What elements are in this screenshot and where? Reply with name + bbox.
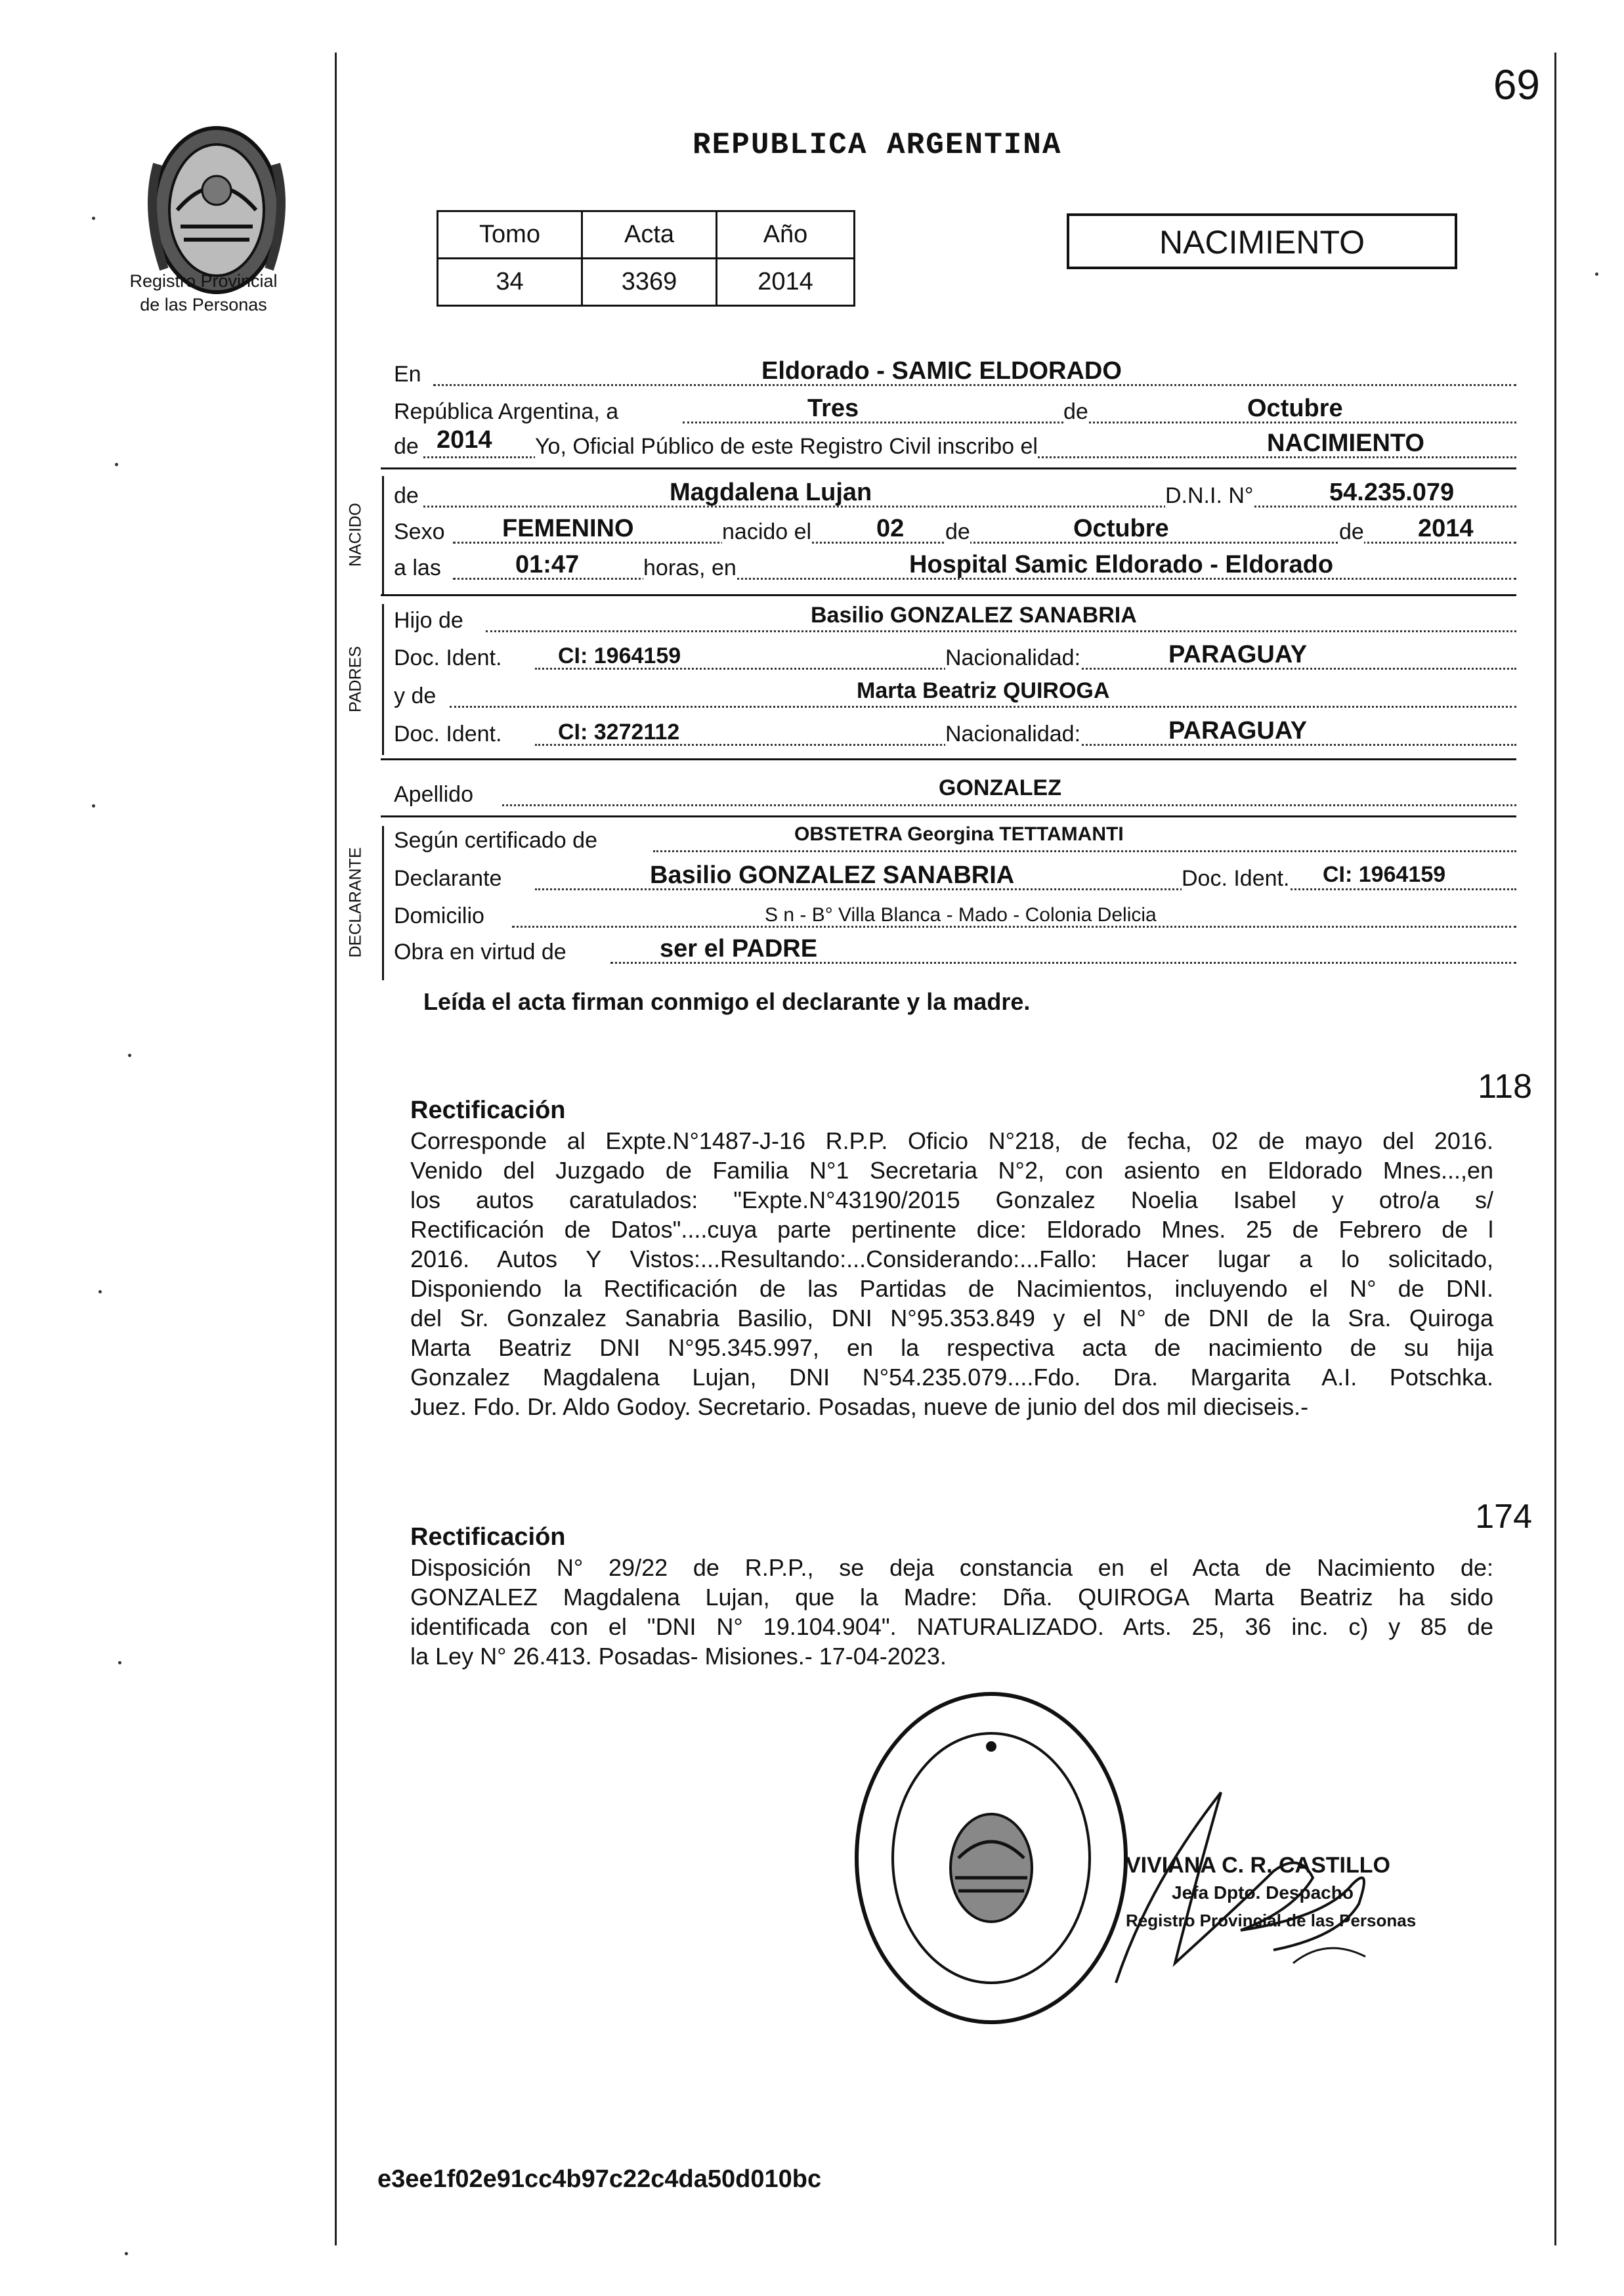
nacido-line-1 [394,476,1516,513]
child-name-value: Magdalena Lujan [670,479,872,506]
nacionalidad-label: Nacionalidad: [945,722,1081,747]
page-number: 69 [1493,61,1540,108]
registry-caption [95,269,312,316]
padres-line-3 [394,676,1516,713]
tomo-header: Tomo [438,211,582,259]
signer-office: Registro Provincial de las Personas [1126,1911,1417,1930]
divider [381,594,1516,596]
signer-role: Jefa Dpto. Despacho [1172,1882,1354,1903]
nacido-label: nacido el [722,519,812,544]
intro-line-1 [394,355,1516,391]
birth-month-value: Octubre [1073,515,1169,542]
divider [381,758,1516,760]
intro-line-2 [394,392,1516,429]
rectification-line: Disposición N° 29/22 de R.P.P., se deja constancia en el Acta de Nacimiento de: [410,1554,1493,1581]
scan-speck [128,1054,131,1057]
father-nationality-value: PARAGUAY [1168,641,1308,668]
obra-label: Obra en virtud de [394,940,566,964]
scan-speck [118,1661,121,1664]
registry-caption-line2: de las Personas [140,295,267,314]
book-reference-table [437,210,855,307]
dni-label: D.N.I. N° [1165,483,1254,508]
doc-label: Doc. Ident. [394,645,502,670]
rectification-line: Corresponde al Expte.N°1487-J-16 R.P.P. Oficio N°218, de fecha, 02 de mayo del 2016. [410,1127,1493,1154]
rectification-line: Venido del Juzgado de Familia N°1 Secretaria N°2, con asiento en Eldorado Mnes...,en [410,1157,1493,1184]
child-dni-value: 54.235.079 [1329,479,1455,506]
nacido-line-2 [394,512,1516,549]
padres-line-4 [394,714,1516,751]
en-label: En [394,362,421,387]
rectification-title: Rectificación [410,1096,566,1124]
right-margin-line [1554,53,1556,2245]
dotted-fill [653,850,1516,852]
alas-label: a las [394,555,441,580]
birth-year-value: 2014 [1418,515,1474,542]
padres-line-1 [394,601,1516,638]
sexo-label: Sexo [394,519,445,544]
domicilio-value: S n - B° Villa Blanca - Mado - Colonia Delicia [765,904,1157,926]
dotted-fill [502,804,1516,806]
horas-label: horas, en [643,555,737,580]
declarante-line-4 [394,932,1516,969]
nacido-line-3 [394,548,1516,585]
apellido-line [394,775,1516,812]
rectification-line: los autos caratulados: "Expte.N°43190/2015 Gonzalez Noelia Isabel y otro/a s/ [410,1186,1493,1213]
registry-caption-line1: Registro Provincial [129,271,278,291]
nacionalidad-label: Nacionalidad: [945,645,1081,670]
dotted-fill [450,706,1516,708]
tomo-value: 34 [438,259,582,306]
birth-time-value: 01:47 [515,551,580,578]
hijo-label: Hijo de [394,608,463,633]
anio-value: 2014 [717,259,855,306]
rectification-number: 118 [1478,1068,1532,1106]
de-label: de [394,483,419,508]
closing-statement: Leída el acta firman conmigo el declarante y la madre. [423,988,1031,1015]
yde-label: y de [394,683,437,708]
doc-label: Doc. Ident. [1182,866,1290,891]
record-word-value: NACIMIENTO [1267,429,1424,457]
declarante-doc-value: CI: 1964159 [1323,862,1446,887]
statement-text: Yo, Oficial Público de este Registro Civil inscribo el [535,434,1038,459]
rectification-body [410,1553,1493,1671]
padres-section-label: PADRES [346,646,365,712]
mother-name-value: Marta Beatriz QUIROGA [857,678,1110,703]
mother-nationality-value: PARAGUAY [1168,717,1308,745]
scan-speck [1595,272,1598,276]
scan-speck [92,217,95,220]
rectification-line: 2016. Autos Y Vistos:...Resultando:...Considerando:...Fallo: Hacer lugar a lo solicitado, [410,1245,1493,1272]
intro-line-3 [394,427,1516,464]
apellido-label: Apellido [394,782,473,807]
year-prefix-label: de [394,434,419,459]
record-type-box: NACIMIENTO [1067,213,1457,269]
scan-speck [92,804,95,808]
birth-day-value: 02 [876,515,905,542]
day-value: Tres [807,395,859,422]
document-hash: e3ee1f02e91cc4b97c22c4da50d010bc [377,2165,822,2193]
rectification-line: Juez. Fdo. Dr. Aldo Godoy. Secretario. Posadas, nueve de junio del dos mil dieciseis.- [410,1393,1309,1420]
nacido-section-label: NACIDO [346,502,365,567]
rectification-line: Gonzalez Magdalena Lujan, DNI N°54.235.079....Fdo. Dra. Margarita A.I. Potschka. [410,1364,1493,1391]
divider [381,467,1516,469]
scan-speck [125,2252,128,2255]
scan-speck [115,463,118,466]
padres-bar [382,604,384,755]
certificado-label: Según certificado de [394,828,597,853]
scan-speck [98,1290,102,1293]
rectification-body [410,1126,1493,1421]
dotted-fill [486,630,1516,632]
signer-stamp [1126,1852,1416,1934]
declarante-bar [382,826,384,980]
sexo-value: FEMENINO [502,515,634,542]
doc-label: Doc. Ident. [394,722,502,747]
declarante-name-value: Basilio GONZALEZ SANABRIA [650,861,1015,889]
domicilio-label: Domicilio [394,903,484,928]
father-name-value: Basilio GONZALEZ SANABRIA [811,603,1137,628]
divider [381,815,1516,817]
rectification-line: GONZALEZ Magdalena Lujan, que la Madre: Dña. QUIROGA Marta Beatriz ha sido [410,1584,1493,1611]
apellido-value: GONZALEZ [939,775,1061,800]
month-value: Octubre [1247,395,1343,422]
year-value: 2014 [437,426,492,454]
rectification-line: Disponiendo la Rectificación de las Partidas de Nacimientos, incluyendo el N° de DNI. [410,1275,1493,1302]
republica-label: República Argentina, a [394,399,619,424]
declarante-line-1 [394,821,1516,857]
mother-doc-value: CI: 3272112 [558,720,680,745]
nacido-bar [382,476,384,594]
rectification-line: la Ley N° 26.413. Posadas- Misiones.- 17-04-2023. [410,1643,947,1670]
certificado-value: OBSTETRA Georgina TETTAMANTI [794,823,1124,845]
acta-value: 3369 [582,259,717,306]
de-label: de [1063,399,1088,424]
rectification-line: Marta Beatriz DNI N°95.345.997, en la respectiva acta de nacimiento de su hija [410,1334,1493,1361]
anio-header: Año [717,211,855,259]
declarante-line-2 [394,859,1516,896]
declarante-label: Declarante [394,866,502,891]
left-margin-line [335,53,337,2245]
padres-line-2 [394,638,1516,675]
place-value: Eldorado - SAMIC ELDORADO [761,357,1122,385]
de-label-3: de [1339,519,1364,544]
birth-place-value: Hospital Samic Eldorado - Eldorado [909,551,1334,578]
rectification-title: Rectificación [410,1523,566,1551]
signer-name: VIVIANA C. R. CASTILLO [1126,1853,1390,1878]
declarante-line-3 [394,896,1516,933]
father-doc-value: CI: 1964159 [558,643,681,668]
obra-value: ser el PADRE [660,935,818,963]
document-title: REPUBLICA ARGENTINA [693,128,1062,162]
rectification-number: 174 [1475,1498,1532,1536]
rectification-line: del Sr. Gonzalez Sanabria Basilio, DNI N°95.353.849 y el N° de DNI de la Sra. Quiroga [410,1305,1493,1332]
rectification-line: identificada con el "DNI N° 19.104.904". NATURALIZADO. Arts. 25, 36 inc. c) y 85 de [410,1613,1493,1640]
rectification-line: Rectificación de Datos"....cuya parte pertinente dice: Eldorado Mnes. 25 de Febrero de l [410,1216,1493,1243]
declarante-section-label: DECLARANTE [346,847,365,958]
de-label-2: de [945,519,970,544]
acta-header: Acta [582,211,717,259]
